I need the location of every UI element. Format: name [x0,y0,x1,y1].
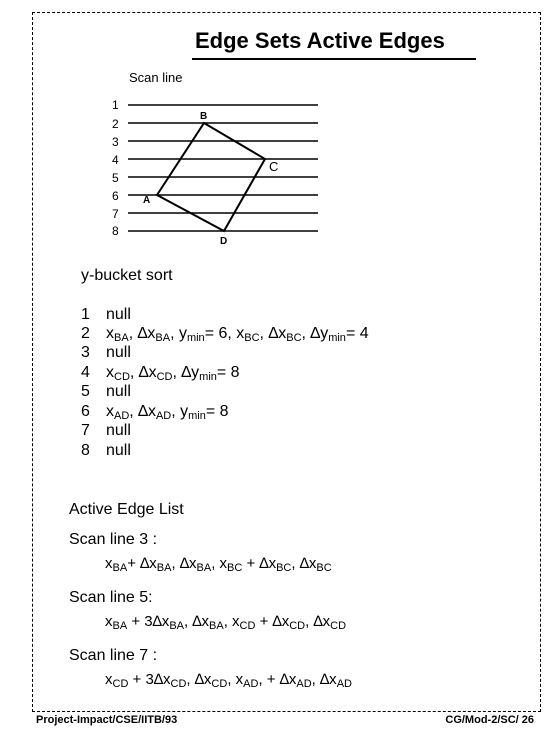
line-number-7: 7 [112,207,119,221]
line-number-2: 2 [112,117,119,131]
line-number-6: 6 [112,189,119,203]
active-edge-list-title: Active Edge List [69,501,184,518]
bucket-row: 8 null [81,442,131,459]
scan-line-heading: Scan line 5: [69,589,153,606]
page-title: Edge Sets Active Edges [195,28,445,53]
line-number-4: 4 [112,153,119,167]
line-number-5: 5 [112,171,119,185]
scan-line-label: Scan line [129,70,183,85]
scan-line-heading: Scan line 7 : [69,647,158,664]
bucket-row: 6 $x_{AD}$, $\Delta x_{AD}$, $y_{min}= 8$ [81,403,229,422]
title-underline [192,58,476,60]
vertex-label-a: A [143,195,151,206]
scan-line-expression: $x_{CD} + 3\Delta x_{CD}$, $\Delta x_{CD}$, $x_{AD}$, + $\Delta x_{AD}$, $\Delta x_{AD}$ [105,671,352,690]
line-number-8: 8 [112,224,119,238]
line-number-1: 1 [112,98,119,112]
scan-line-expression: $x_{BA}+ \Delta x_{BA}$, $\Delta x_{BA}$, $x_{BC} + \Delta x_{BC}$, $\Delta x_{BC}$ [105,555,332,574]
bucket-row: 5 null [81,383,131,400]
bucket-row: 3 null [81,344,131,361]
scanline-diagram [100,95,330,255]
scan-line-heading: Scan line 3 : [69,531,158,548]
footer-right: CG/Mod-2/SC/ 26 [445,714,534,726]
footer-left: Project-Impact/CSE/IITB/93 [36,714,178,726]
bucket-row: 1 null [81,306,131,323]
ybucket-title: y-bucket sort [81,267,173,284]
bucket-row: 2 $x_{BA}$, $\Delta x_{BA}$, $y_{min}= 6$, $x_{BC}$, $\Delta x_{BC}$, $\Delta y_{min}= 4$ [81,325,369,344]
bucket-row: 4 $x_{CD}$, $\Delta x_{CD}$, $\Delta y_{min}= 8$ [81,364,240,383]
scan-line-expression: $x_{BA} + 3\Delta x_{BA}$, $\Delta x_{BA}$, $x_{CD} + \Delta x_{CD}$, $\Delta x_{CD}$ [105,613,347,632]
vertex-label-c: C [269,159,279,174]
line-number-3: 3 [112,135,119,149]
vertex-label-b: B [200,111,208,122]
bucket-row: 7 null [81,422,131,439]
vertex-label-d: D [220,236,228,247]
